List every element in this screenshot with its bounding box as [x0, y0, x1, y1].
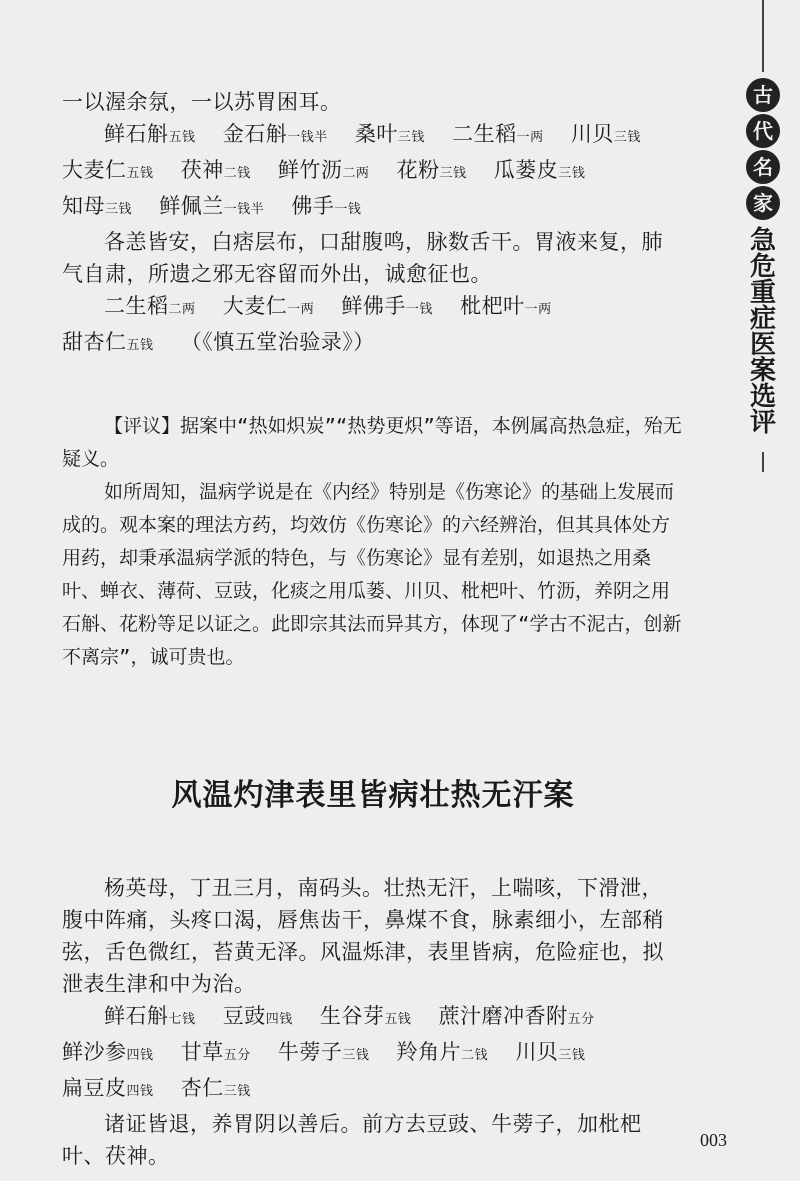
herb-dose: 一两 [287, 302, 315, 317]
herb-name: 金石斛 [222, 122, 288, 146]
herb-item [320, 1004, 412, 1028]
herb-dose: 四钱 [126, 1084, 154, 1099]
paragraph: 诸证皆退，养胃阴以善后。前方去豆豉、牛蒡子，加枇杷叶、茯神。 [62, 1112, 642, 1168]
herb-dose: 五分 [223, 1048, 251, 1063]
herb-name: 鲜佩兰 [159, 194, 224, 218]
herb-item [159, 194, 264, 218]
herb-name: 甜杏仁 [62, 330, 127, 354]
herb-dose: 七钱 [168, 1012, 196, 1027]
herb-dose: 三钱 [558, 166, 586, 181]
herb-item [223, 1004, 293, 1028]
herb-name: 扁豆皮 [62, 1076, 127, 1100]
side-rule-bottom [762, 452, 764, 472]
case-heading: 风温灼津表里皆病壮热无汗案 [171, 778, 575, 813]
series-badge: 古 [746, 78, 780, 112]
herb-dose: 三钱 [105, 202, 133, 217]
herb-name: 川贝 [515, 1040, 559, 1064]
herb-dose: 三钱 [223, 1084, 251, 1099]
body-top [62, 86, 684, 362]
herb-name: 杏仁 [180, 1076, 224, 1100]
herb-name: 知母 [62, 194, 105, 218]
herb-name: 大麦仁 [222, 294, 288, 318]
herb-item [278, 158, 370, 182]
herb-item [278, 1040, 370, 1064]
herb-item [291, 194, 361, 218]
herb-dose: 五钱 [384, 1012, 412, 1027]
herb-dose: 一钱半 [223, 202, 265, 217]
series-badges [743, 78, 783, 222]
herb-dose: 五钱 [126, 338, 154, 353]
paragraph: 各恙皆安，白痞层布，口甜腹鸣，脉数舌干。胃液来复，肺气自肃，所遗之邪无容留而外出，诚愈征也。 [62, 230, 663, 286]
herb-item [62, 1076, 154, 1100]
herb-name: 蔗汁磨冲香附 [438, 1004, 568, 1028]
herb-item [494, 158, 586, 182]
herb-item [223, 294, 315, 318]
herb-name: 鲜佛手 [341, 294, 406, 318]
herb-item [341, 294, 433, 318]
herb-name: 二生稻 [452, 122, 517, 146]
herb-dose: 五钱 [168, 130, 196, 145]
herb-name: 豆豉 [222, 1004, 266, 1028]
herb-dose: 二两 [342, 166, 370, 181]
herb-dose: 三钱 [613, 130, 641, 145]
book-title: 急危重症医案选评 [749, 226, 776, 438]
herb-name: 花粉 [396, 158, 440, 182]
page-number: 003 [700, 1130, 727, 1150]
herb-dose: 三钱 [558, 1048, 586, 1063]
herb-item [104, 1004, 196, 1028]
herb-name: 桑叶 [354, 122, 398, 146]
comment-paragraph: 如所周知，温病学说是在《内经》特别是《伤寒论》的基础上发展而成的。观本案的理法方药，均效仿《伤寒论》的六经辨治，但其具体处方用药，却秉承温病学派的特色，与《伤寒论》显有差别，如退热之用桑叶、蝉衣、薄荷、豆豉，化痰之用瓜蒌、川贝、枇杷叶、竹沥，养阴之用石斛、花粉等足以证之。此即宗其法而异其方，体现了“学古不泥古，创新不离宗”，诚可贵也。 [62, 481, 682, 668]
herb-item [62, 1040, 154, 1064]
herb-name: 大麦仁 [62, 158, 127, 182]
source-citation: （《慎五堂治验录》） [180, 330, 375, 354]
prescription-1 [62, 118, 684, 226]
herb-name: 佛手 [291, 194, 335, 218]
herb-name: 生谷芽 [319, 1004, 385, 1028]
paragraph: 杨英母，丁丑三月，南码头。壮热无汗，上喘咳，下滑泄，腹中阵痛，头疼口渴，唇焦齿干，鼻煤不食，脉素细小，左部稍弦，舌色微红，苔黄无泽。风温烁津，表里皆病，危险症也，拟泄表生津和中为治。 [62, 876, 664, 996]
prescription-2 [62, 290, 684, 362]
herb-item [181, 1076, 251, 1100]
herb-item [181, 1040, 251, 1064]
herb-item [104, 294, 196, 318]
herb-item [439, 1004, 595, 1028]
herb-name: 川贝 [570, 122, 614, 146]
series-badge: 家 [746, 186, 780, 220]
herb-dose: 二钱 [223, 166, 251, 181]
herb-item [515, 1040, 585, 1064]
herb-dose: 五分 [567, 1012, 595, 1027]
herb-item [62, 330, 154, 354]
herb-dose: 一钱半 [287, 130, 328, 145]
prescription-3 [62, 1000, 684, 1108]
herb-dose: 一钱 [405, 302, 433, 317]
herb-name: 茯神 [180, 158, 224, 182]
comment-text: 据案中“热如炽炭”“热势更炽”等语，本例属高热急症，殆无疑义。 [62, 415, 682, 470]
herb-item [62, 194, 132, 218]
herb-name: 鲜沙参 [62, 1040, 127, 1064]
herb-dose: 五钱 [126, 166, 154, 181]
herb-dose: 三钱 [439, 166, 467, 181]
herb-dose: 一两 [516, 130, 544, 145]
herb-item [397, 158, 467, 182]
herb-item [181, 158, 251, 182]
herb-item [62, 158, 154, 182]
side-rule-top [762, 0, 764, 72]
herb-dose: 二两 [168, 302, 196, 317]
herb-item [460, 294, 552, 318]
herb-dose: 三钱 [397, 130, 425, 145]
herb-name: 甘草 [180, 1040, 224, 1064]
herb-item [397, 1040, 489, 1064]
side-header [738, 0, 788, 470]
herb-item [104, 122, 196, 146]
herb-dose: 一钱 [334, 202, 362, 217]
herb-name: 二生稻 [104, 294, 169, 318]
herb-name: 羚角片 [396, 1040, 462, 1064]
herb-item [452, 122, 544, 146]
herb-dose: 四钱 [265, 1012, 293, 1027]
herb-dose: 三钱 [342, 1048, 370, 1063]
series-badge: 名 [746, 150, 780, 184]
case-2-body [62, 872, 684, 1172]
comment-tag: 【评议】 [104, 415, 181, 437]
herb-item [571, 122, 641, 146]
herb-item [355, 122, 425, 146]
herb-name: 鲜竹沥 [277, 158, 343, 182]
herb-name: 鲜石斛 [104, 1004, 169, 1028]
herb-name: 枇杷叶 [460, 294, 525, 318]
series-badge: 代 [746, 114, 780, 148]
paragraph: 一以渥余氛，一以苏胃困耳。 [62, 90, 342, 114]
herb-name: 牛蒡子 [277, 1040, 343, 1064]
commentary [62, 410, 684, 674]
herb-dose: 一两 [524, 302, 552, 317]
herb-name: 瓜蒌皮 [493, 158, 559, 182]
herb-name: 鲜石斛 [104, 122, 169, 146]
herb-dose: 二钱 [461, 1048, 489, 1063]
herb-item [223, 122, 328, 146]
herb-dose: 四钱 [126, 1048, 154, 1063]
